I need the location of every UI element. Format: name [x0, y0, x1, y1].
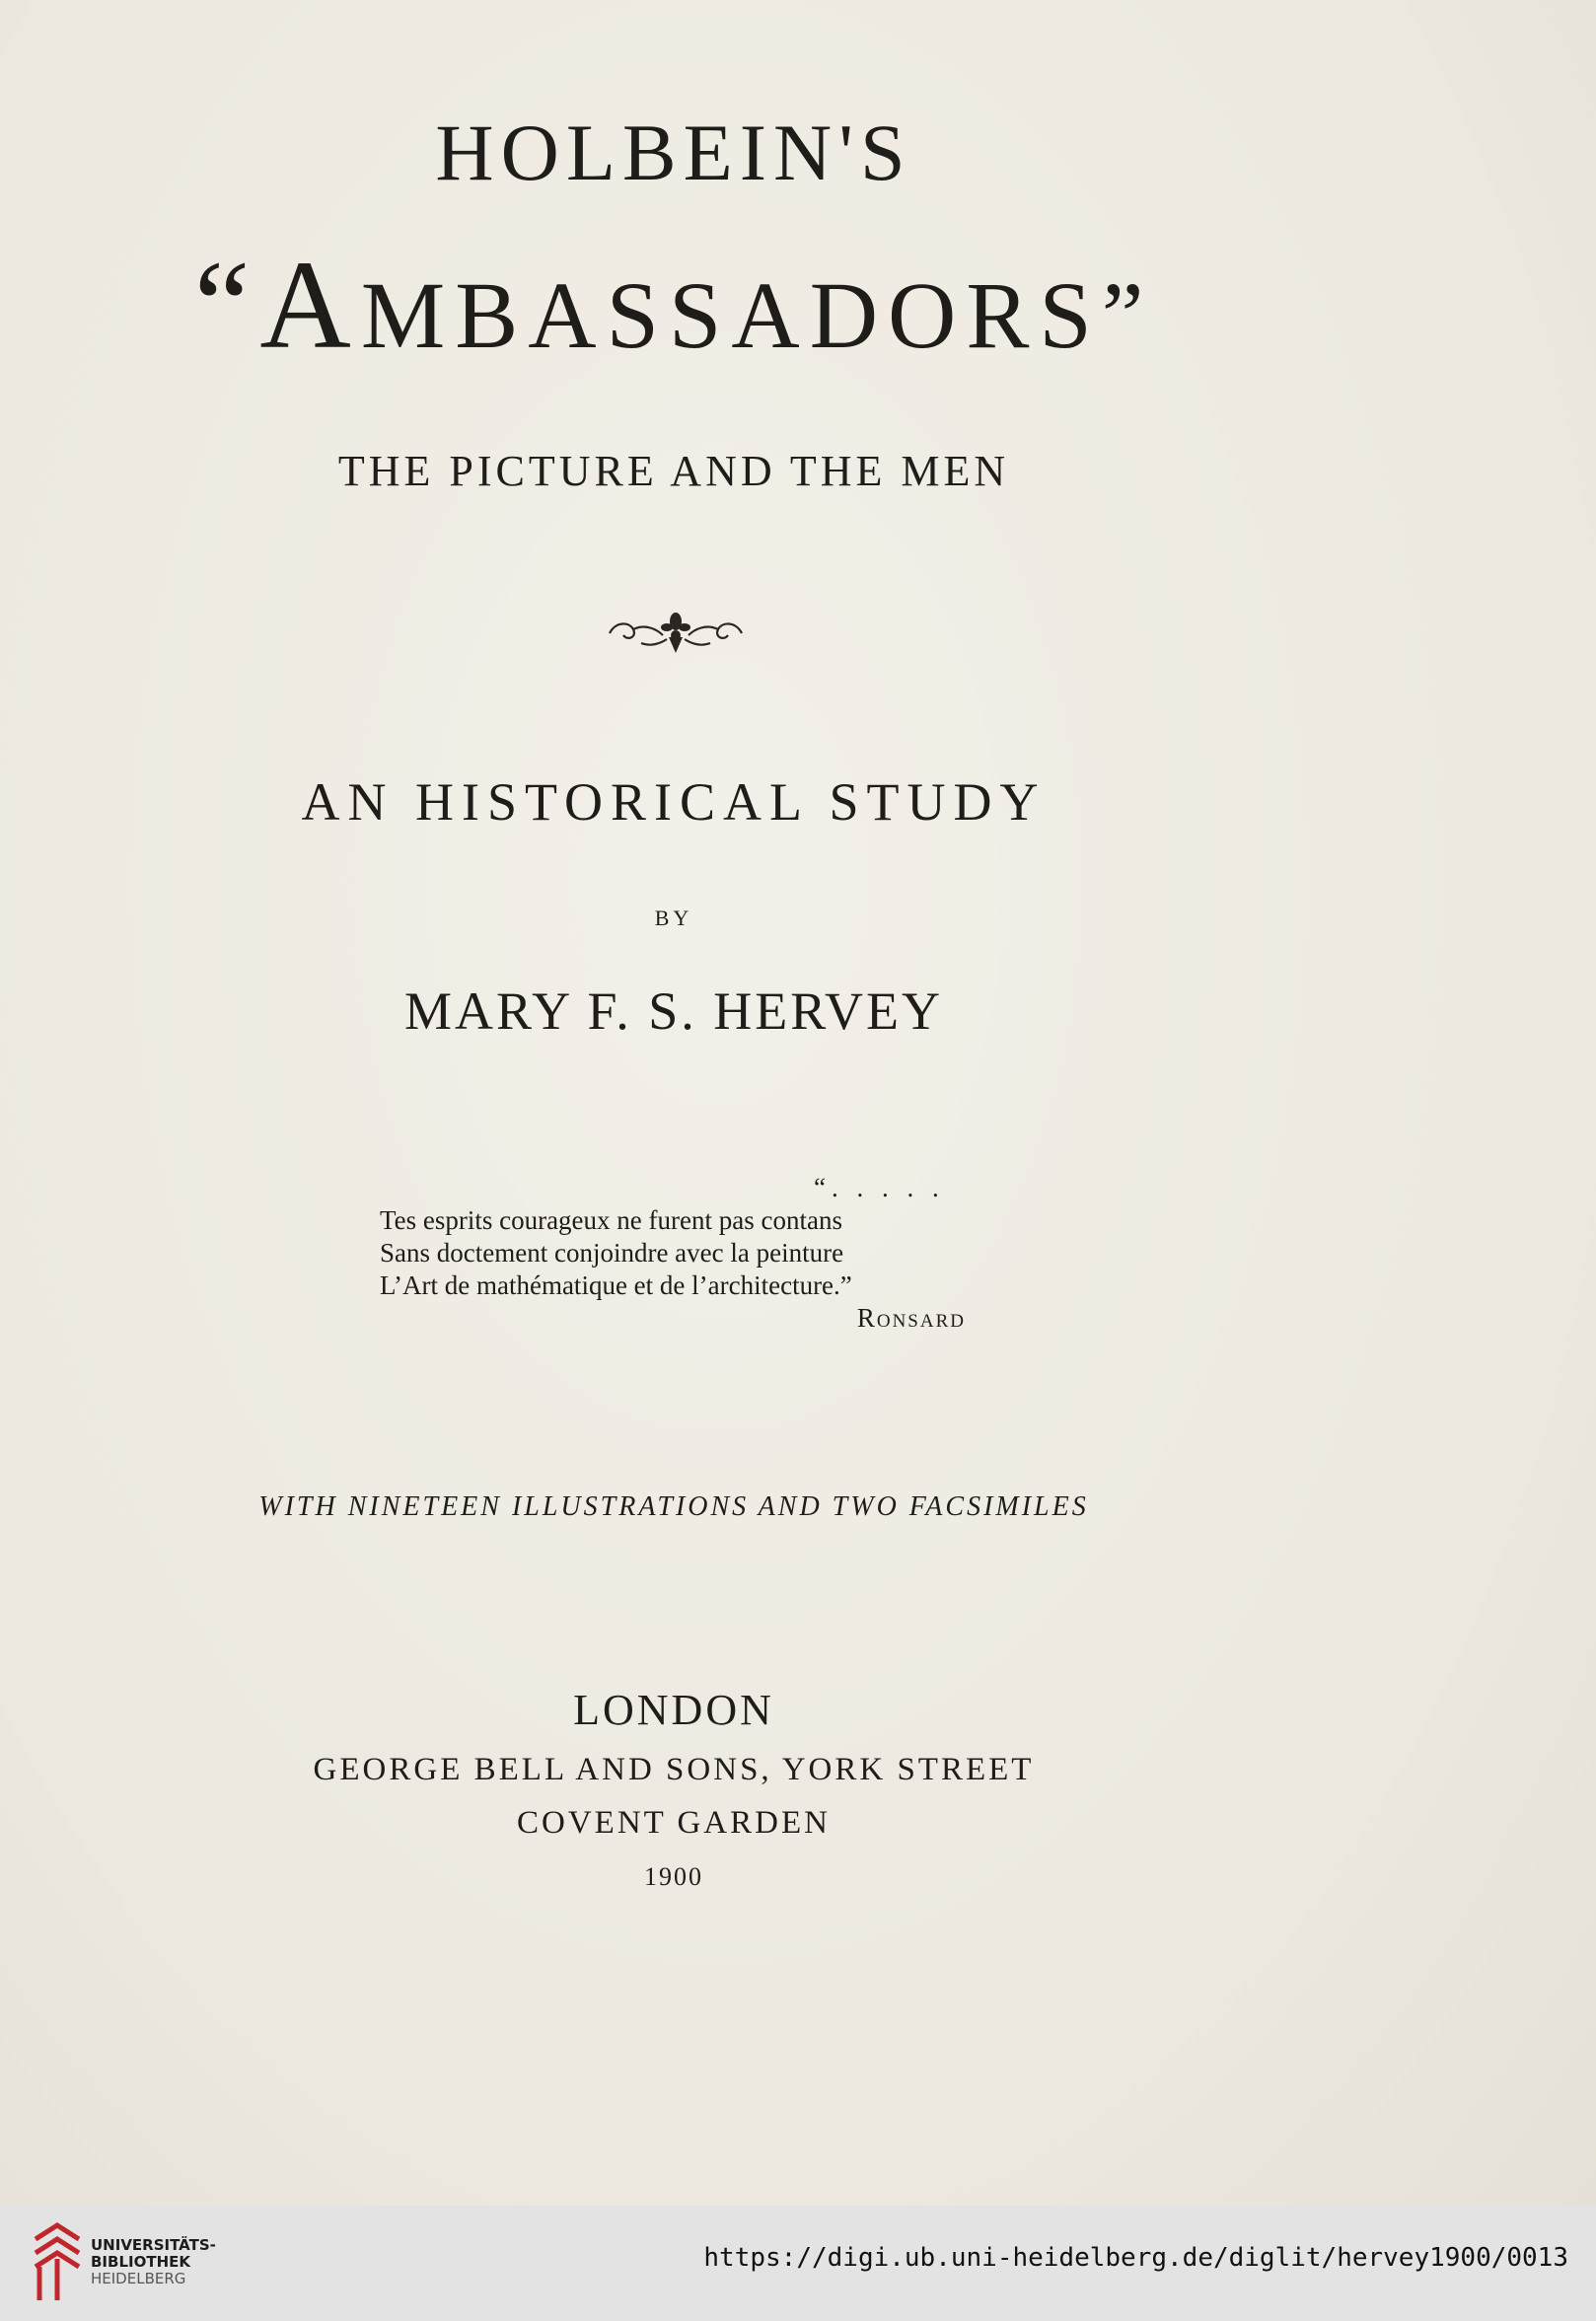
permalink-url[interactable]: https://digi.ub.uni-heidelberg.de/diglit/hervey1900/0013	[703, 2243, 1568, 2273]
epigraph-attribution: Ronsard	[856, 1303, 966, 1333]
subtitle: THE PICTURE AND THE MEN	[337, 447, 1010, 495]
epigraph-line-1: Tes esprits courageux ne furent pas contans	[380, 1205, 842, 1235]
footer-bar	[0, 2206, 1596, 2321]
title-line-2-rest: MBASSADORS”	[360, 262, 1154, 368]
title-line-1: HOLBEIN'S	[435, 108, 912, 197]
library-logo-icon[interactable]	[28, 2219, 87, 2308]
epigraph	[380, 1172, 972, 1335]
library-logo-text	[91, 2237, 216, 2287]
logo-line-2: BIBLIOTHEK	[91, 2253, 190, 2271]
imprint-year: 1900	[644, 1862, 703, 1891]
title-line-2-open: “A	[193, 235, 361, 375]
study-heading: AN HISTORICAL STUDY	[301, 772, 1047, 832]
logo-line-3: HEIDELBERG	[91, 2270, 186, 2287]
epigraph-line-2: Sans doctement conjoindre avec la peinture	[380, 1238, 844, 1268]
epigraph-line-3: L’Art de mathématique et de l’architecture.”	[380, 1270, 852, 1300]
imprint-city: LONDON	[573, 1686, 774, 1734]
illustrations-note: WITH NINETEEN ILLUSTRATIONS AND TWO FACSIMILES	[258, 1491, 1089, 1522]
author-name: MARY F. S. HERVEY	[404, 981, 943, 1041]
imprint-area: COVENT GARDEN	[517, 1805, 831, 1841]
by-label: BY	[654, 906, 693, 930]
floral-ornament-icon	[602, 604, 750, 663]
epigraph-open: “. . . . .	[814, 1173, 945, 1202]
title-line-2	[0, 233, 1347, 378]
imprint-publisher: GEORGE BELL AND SONS, YORK STREET	[313, 1752, 1035, 1787]
logo-line-1: UNIVERSITÄTS-	[91, 2236, 216, 2254]
